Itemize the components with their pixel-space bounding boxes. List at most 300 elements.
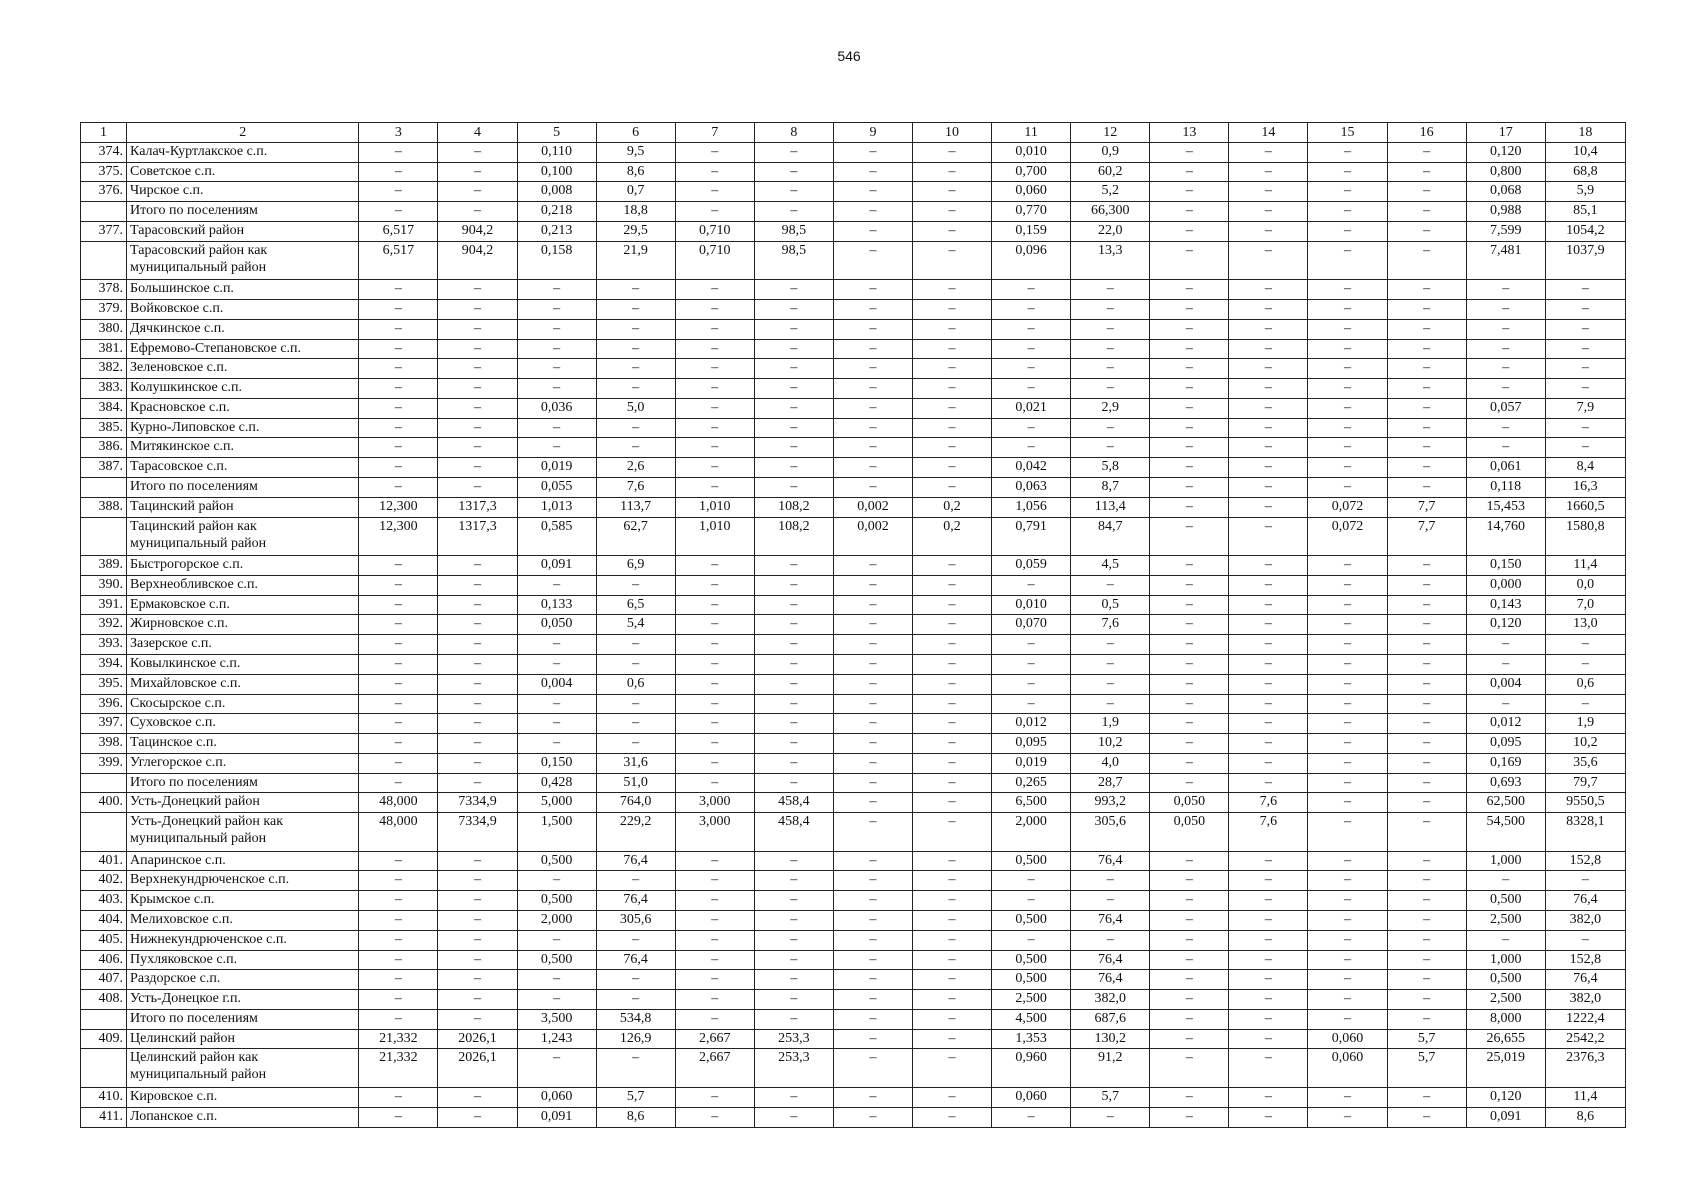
table-cell: –	[675, 1009, 754, 1029]
table-cell: 0,800	[1466, 162, 1545, 182]
table-cell: –	[833, 299, 912, 319]
table-cell: –	[1308, 379, 1387, 399]
table-cell: 2,6	[596, 458, 675, 478]
table-cell: 0,118	[1466, 477, 1545, 497]
table-cell: 5,000	[517, 793, 596, 813]
column-header: 9	[833, 123, 912, 143]
table-cell: 534,8	[596, 1009, 675, 1029]
table-cell: 26,655	[1466, 1029, 1545, 1049]
table-cell: –	[1308, 773, 1387, 793]
table-cell: –	[1308, 202, 1387, 222]
table-cell: –	[754, 911, 833, 931]
table-cell: 0,010	[992, 142, 1071, 162]
table-cell: 60,2	[1071, 162, 1150, 182]
table-cell: 0,500	[517, 950, 596, 970]
table-cell: –	[833, 615, 912, 635]
table-cell: 5,2	[1071, 182, 1150, 202]
table-cell: 25,019	[1466, 1049, 1545, 1087]
table-cell: 0,500	[992, 950, 1071, 970]
row-number	[81, 1009, 127, 1029]
table-cell: –	[1229, 202, 1308, 222]
table-cell: –	[675, 299, 754, 319]
table-cell: –	[833, 891, 912, 911]
table-cell: –	[1387, 299, 1466, 319]
table-cell: 904,2	[438, 221, 517, 241]
table-cell: –	[675, 398, 754, 418]
table-cell: –	[1229, 871, 1308, 891]
table-cell: –	[675, 280, 754, 300]
table-cell: –	[1466, 694, 1545, 714]
table-row	[81, 813, 1626, 851]
table-cell: –	[438, 891, 517, 911]
table-cell: –	[754, 654, 833, 674]
table-cell: –	[359, 162, 438, 182]
table-cell: –	[596, 970, 675, 990]
table-cell: –	[754, 871, 833, 891]
table-cell: –	[1071, 575, 1150, 595]
table-cell: 764,0	[596, 793, 675, 813]
table-cell: –	[1150, 714, 1229, 734]
table-cell: –	[675, 891, 754, 911]
table-cell: 8,6	[596, 1107, 675, 1127]
table-cell: 382,0	[1545, 990, 1625, 1010]
table-cell: –	[438, 753, 517, 773]
table-cell: 0,061	[1466, 458, 1545, 478]
table-cell: –	[833, 911, 912, 931]
table-cell: 0,700	[992, 162, 1071, 182]
row-number: 410.	[81, 1087, 127, 1107]
table-cell: –	[1229, 1107, 1308, 1127]
table-cell: –	[913, 280, 992, 300]
table-cell: 8,6	[1545, 1107, 1625, 1127]
table-cell: –	[1229, 280, 1308, 300]
table-cell: –	[359, 734, 438, 754]
table-cell: –	[1308, 575, 1387, 595]
table-cell: –	[438, 319, 517, 339]
table-cell: –	[359, 556, 438, 576]
table-row	[81, 202, 1626, 222]
table-cell: –	[1150, 280, 1229, 300]
row-number: 408.	[81, 990, 127, 1010]
table-cell: –	[1387, 694, 1466, 714]
table-cell: –	[1387, 714, 1466, 734]
table-cell: –	[359, 575, 438, 595]
table-cell: –	[438, 911, 517, 931]
table-cell: –	[913, 1107, 992, 1127]
table-cell: –	[1150, 1107, 1229, 1127]
table-cell: –	[1387, 418, 1466, 438]
row-number: 405.	[81, 930, 127, 950]
table-cell: 48,000	[359, 793, 438, 813]
table-cell: 113,7	[596, 497, 675, 517]
table-cell: –	[675, 674, 754, 694]
table-cell: 0,036	[517, 398, 596, 418]
header-row	[81, 123, 1626, 143]
table-cell: –	[675, 418, 754, 438]
table-cell: –	[1387, 970, 1466, 990]
table-cell: –	[1150, 970, 1229, 990]
table-cell: –	[754, 398, 833, 418]
table-cell: –	[1466, 871, 1545, 891]
table-cell: –	[1466, 418, 1545, 438]
table-cell: –	[833, 398, 912, 418]
table-cell: –	[438, 615, 517, 635]
table-cell: –	[833, 793, 912, 813]
table-cell: –	[359, 1009, 438, 1029]
table-cell: –	[754, 162, 833, 182]
table-cell: –	[1466, 438, 1545, 458]
table-cell: 5,7	[1071, 1087, 1150, 1107]
table-cell: –	[359, 379, 438, 399]
table-cell: –	[517, 280, 596, 300]
row-number: 399.	[81, 753, 127, 773]
table-cell: –	[359, 398, 438, 418]
table-cell: –	[1150, 654, 1229, 674]
table-cell: –	[833, 202, 912, 222]
table-cell: 13,0	[1545, 615, 1625, 635]
table-cell: –	[359, 654, 438, 674]
row-number: 384.	[81, 398, 127, 418]
row-name: Итого по поселениям	[127, 773, 359, 793]
table-cell: –	[675, 635, 754, 655]
table-cell: 0,500	[992, 851, 1071, 871]
table-cell: –	[596, 990, 675, 1010]
table-cell: –	[1229, 458, 1308, 478]
table-cell: –	[1387, 142, 1466, 162]
table-cell: –	[438, 438, 517, 458]
table-cell: –	[833, 182, 912, 202]
row-number: 390.	[81, 575, 127, 595]
table-cell: –	[1150, 359, 1229, 379]
table-cell: 130,2	[1071, 1029, 1150, 1049]
row-number: 407.	[81, 970, 127, 990]
table-cell: –	[1229, 379, 1308, 399]
table-cell: 0,091	[517, 556, 596, 576]
table-cell: 7,6	[1229, 793, 1308, 813]
table-cell: –	[1229, 339, 1308, 359]
table-cell: –	[1387, 182, 1466, 202]
table-cell: –	[754, 990, 833, 1010]
table-cell: 11,4	[1545, 1087, 1625, 1107]
table-row	[81, 1107, 1626, 1127]
row-name: Калач-Куртлакское с.п.	[127, 142, 359, 162]
row-name: Нижнекундрюченское с.п.	[127, 930, 359, 950]
table-cell: –	[1071, 891, 1150, 911]
table-cell: –	[754, 438, 833, 458]
table-cell: –	[359, 1107, 438, 1127]
table-cell: –	[675, 950, 754, 970]
table-cell: –	[359, 930, 438, 950]
table-cell: –	[1308, 418, 1387, 438]
table-cell: –	[754, 615, 833, 635]
table-cell: –	[1150, 734, 1229, 754]
table-cell: 76,4	[1071, 911, 1150, 931]
table-cell: 0,791	[992, 517, 1071, 555]
table-cell: 1,056	[992, 497, 1071, 517]
table-cell: 0,693	[1466, 773, 1545, 793]
table-cell: –	[1387, 221, 1466, 241]
table-cell: –	[359, 990, 438, 1010]
table-cell: –	[359, 280, 438, 300]
table-cell: –	[675, 379, 754, 399]
table-cell: –	[1387, 911, 1466, 931]
table-cell: –	[438, 773, 517, 793]
row-number: 406.	[81, 950, 127, 970]
table-cell: –	[1229, 694, 1308, 714]
table-cell: –	[1229, 654, 1308, 674]
table-cell: –	[992, 359, 1071, 379]
table-cell: –	[833, 339, 912, 359]
table-cell: –	[833, 241, 912, 279]
table-cell: 2,500	[1466, 990, 1545, 1010]
table-cell: –	[913, 359, 992, 379]
row-number: 394.	[81, 654, 127, 674]
table-cell: –	[1308, 950, 1387, 970]
table-cell: –	[517, 990, 596, 1010]
table-cell: 0,000	[1466, 575, 1545, 595]
table-cell: –	[833, 970, 912, 990]
row-number: 388.	[81, 497, 127, 517]
table-cell: –	[833, 714, 912, 734]
table-cell: 0,072	[1308, 517, 1387, 555]
table-cell: –	[1229, 1049, 1308, 1087]
table-cell: 3,000	[675, 793, 754, 813]
table-cell: 7,6	[596, 477, 675, 497]
table-cell: 152,8	[1545, 950, 1625, 970]
table-cell: 18,8	[596, 202, 675, 222]
table-cell: 76,4	[596, 891, 675, 911]
table-cell: –	[833, 753, 912, 773]
table-cell: –	[754, 202, 833, 222]
table-cell: –	[1229, 851, 1308, 871]
row-name: Апаринское с.п.	[127, 851, 359, 871]
table-cell: –	[1229, 221, 1308, 241]
table-cell: –	[754, 575, 833, 595]
column-header: 12	[1071, 123, 1150, 143]
table-cell: –	[992, 339, 1071, 359]
table-cell: –	[1466, 319, 1545, 339]
table-cell: –	[1308, 458, 1387, 478]
table-cell: –	[833, 635, 912, 655]
page-number: 546	[837, 48, 861, 64]
table-cell: 458,4	[754, 813, 833, 851]
table-cell: 51,0	[596, 773, 675, 793]
table-cell: –	[992, 871, 1071, 891]
table-cell: 305,6	[1071, 813, 1150, 851]
row-number: 383.	[81, 379, 127, 399]
table-cell: 0,091	[1466, 1107, 1545, 1127]
table-cell: 4,0	[1071, 753, 1150, 773]
table-cell: –	[913, 438, 992, 458]
table-cell: 0,9	[1071, 142, 1150, 162]
table-cell: 6,517	[359, 221, 438, 241]
table-cell: –	[1150, 398, 1229, 418]
table-cell: –	[833, 1029, 912, 1049]
table-cell: 0,150	[1466, 556, 1545, 576]
table-cell: –	[675, 556, 754, 576]
table-cell: –	[1229, 517, 1308, 555]
table-cell: –	[438, 575, 517, 595]
table-cell: –	[1308, 280, 1387, 300]
table-cell: –	[1545, 871, 1625, 891]
table-cell: –	[438, 299, 517, 319]
row-number: 400.	[81, 793, 127, 813]
table-cell: –	[1387, 595, 1466, 615]
row-number: 381.	[81, 339, 127, 359]
table-cell: –	[1071, 674, 1150, 694]
table-cell: –	[438, 202, 517, 222]
table-cell: –	[913, 615, 992, 635]
table-cell: –	[1308, 793, 1387, 813]
table-cell: –	[913, 319, 992, 339]
table-cell: 5,0	[596, 398, 675, 418]
table-cell: –	[1466, 930, 1545, 950]
table-cell: –	[1387, 674, 1466, 694]
table-cell: –	[1308, 438, 1387, 458]
table-cell: 0,110	[517, 142, 596, 162]
table-cell: –	[359, 970, 438, 990]
table-cell: 2,667	[675, 1029, 754, 1049]
table-cell: –	[913, 1009, 992, 1029]
table-row	[81, 418, 1626, 438]
row-name: Тацинский район как муниципальный район	[127, 517, 359, 555]
table-cell: –	[359, 458, 438, 478]
table-cell: –	[1229, 477, 1308, 497]
table-row	[81, 851, 1626, 871]
table-cell: 2,500	[1466, 911, 1545, 931]
table-cell: –	[359, 418, 438, 438]
table-cell: 0,072	[1308, 497, 1387, 517]
table-row	[81, 990, 1626, 1010]
table-cell: –	[675, 911, 754, 931]
table-cell: 0,021	[992, 398, 1071, 418]
table-row	[81, 635, 1626, 655]
table-cell: –	[913, 1087, 992, 1107]
table-cell: 0,050	[517, 615, 596, 635]
row-name: Ермаковское с.п.	[127, 595, 359, 615]
table-cell: –	[1150, 595, 1229, 615]
table-cell: –	[992, 635, 1071, 655]
table-cell: –	[754, 714, 833, 734]
table-cell: –	[833, 142, 912, 162]
table-cell: –	[1229, 734, 1308, 754]
table-cell: –	[833, 556, 912, 576]
table-cell: –	[1466, 280, 1545, 300]
table-cell: 1,013	[517, 497, 596, 517]
table-cell: –	[1150, 379, 1229, 399]
row-number: 379.	[81, 299, 127, 319]
table-cell: –	[1308, 1009, 1387, 1029]
table-cell: –	[833, 813, 912, 851]
table-cell: 0,060	[992, 1087, 1071, 1107]
table-cell: –	[675, 438, 754, 458]
table-cell: –	[1150, 556, 1229, 576]
table-cell: 0,2	[913, 517, 992, 555]
row-name: Жирновское с.п.	[127, 615, 359, 635]
table-cell: –	[596, 654, 675, 674]
table-cell: –	[1387, 1087, 1466, 1107]
table-cell: 22,0	[1071, 221, 1150, 241]
table-cell: –	[833, 477, 912, 497]
table-cell: 66,300	[1071, 202, 1150, 222]
table-cell: –	[517, 1049, 596, 1087]
table-cell: 229,2	[596, 813, 675, 851]
row-name: Войковское с.п.	[127, 299, 359, 319]
table-cell: –	[1387, 851, 1466, 871]
table-cell: –	[1545, 635, 1625, 655]
table-cell: –	[438, 734, 517, 754]
row-name: Ковылкинское с.п.	[127, 654, 359, 674]
table-cell: –	[1071, 379, 1150, 399]
table-cell: 1,9	[1071, 714, 1150, 734]
table-cell: 8,6	[596, 162, 675, 182]
table-cell: –	[1545, 418, 1625, 438]
table-cell: –	[596, 930, 675, 950]
table-cell: 7334,9	[438, 793, 517, 813]
table-cell: –	[596, 280, 675, 300]
table-cell: 62,7	[596, 517, 675, 555]
row-number: 409.	[81, 1029, 127, 1049]
table-cell: –	[1071, 871, 1150, 891]
table-cell: –	[438, 654, 517, 674]
row-name: Лопанское с.п.	[127, 1107, 359, 1127]
table-cell: 21,332	[359, 1029, 438, 1049]
table-cell: 0,008	[517, 182, 596, 202]
table-cell: 5,8	[1071, 458, 1150, 478]
table-cell: –	[359, 615, 438, 635]
table-row	[81, 379, 1626, 399]
row-number: 374.	[81, 142, 127, 162]
table-cell: –	[1229, 575, 1308, 595]
table-cell: –	[1229, 930, 1308, 950]
row-number: 380.	[81, 319, 127, 339]
row-name: Усть-Донецкий район	[127, 793, 359, 813]
table-cell: –	[833, 990, 912, 1010]
table-cell: –	[1387, 753, 1466, 773]
table-cell: –	[1308, 556, 1387, 576]
table-cell: 79,7	[1545, 773, 1625, 793]
table-cell: 382,0	[1545, 911, 1625, 931]
table-cell: –	[675, 734, 754, 754]
table-cell: –	[438, 950, 517, 970]
table-cell: –	[1466, 635, 1545, 655]
table-cell: –	[913, 339, 992, 359]
table-cell: 0,6	[596, 674, 675, 694]
table-cell: 0,059	[992, 556, 1071, 576]
row-number: 376.	[81, 182, 127, 202]
table-cell: –	[675, 1107, 754, 1127]
table-cell: –	[675, 477, 754, 497]
table-cell: –	[913, 911, 992, 931]
table-cell: –	[1308, 851, 1387, 871]
table-cell: 3,000	[675, 813, 754, 851]
row-number: 385.	[81, 418, 127, 438]
table-cell: –	[913, 753, 992, 773]
table-cell: 35,6	[1545, 753, 1625, 773]
table-cell: 8,7	[1071, 477, 1150, 497]
table-cell: –	[1229, 182, 1308, 202]
table-cell: –	[1308, 970, 1387, 990]
table-row	[81, 714, 1626, 734]
table-cell: –	[992, 694, 1071, 714]
row-number: 396.	[81, 694, 127, 714]
table-cell: 0,095	[1466, 734, 1545, 754]
table-cell: 76,4	[1071, 970, 1150, 990]
table-cell: –	[833, 1009, 912, 1029]
table-cell: –	[1387, 162, 1466, 182]
table-cell: 0,095	[992, 734, 1071, 754]
table-row	[81, 359, 1626, 379]
